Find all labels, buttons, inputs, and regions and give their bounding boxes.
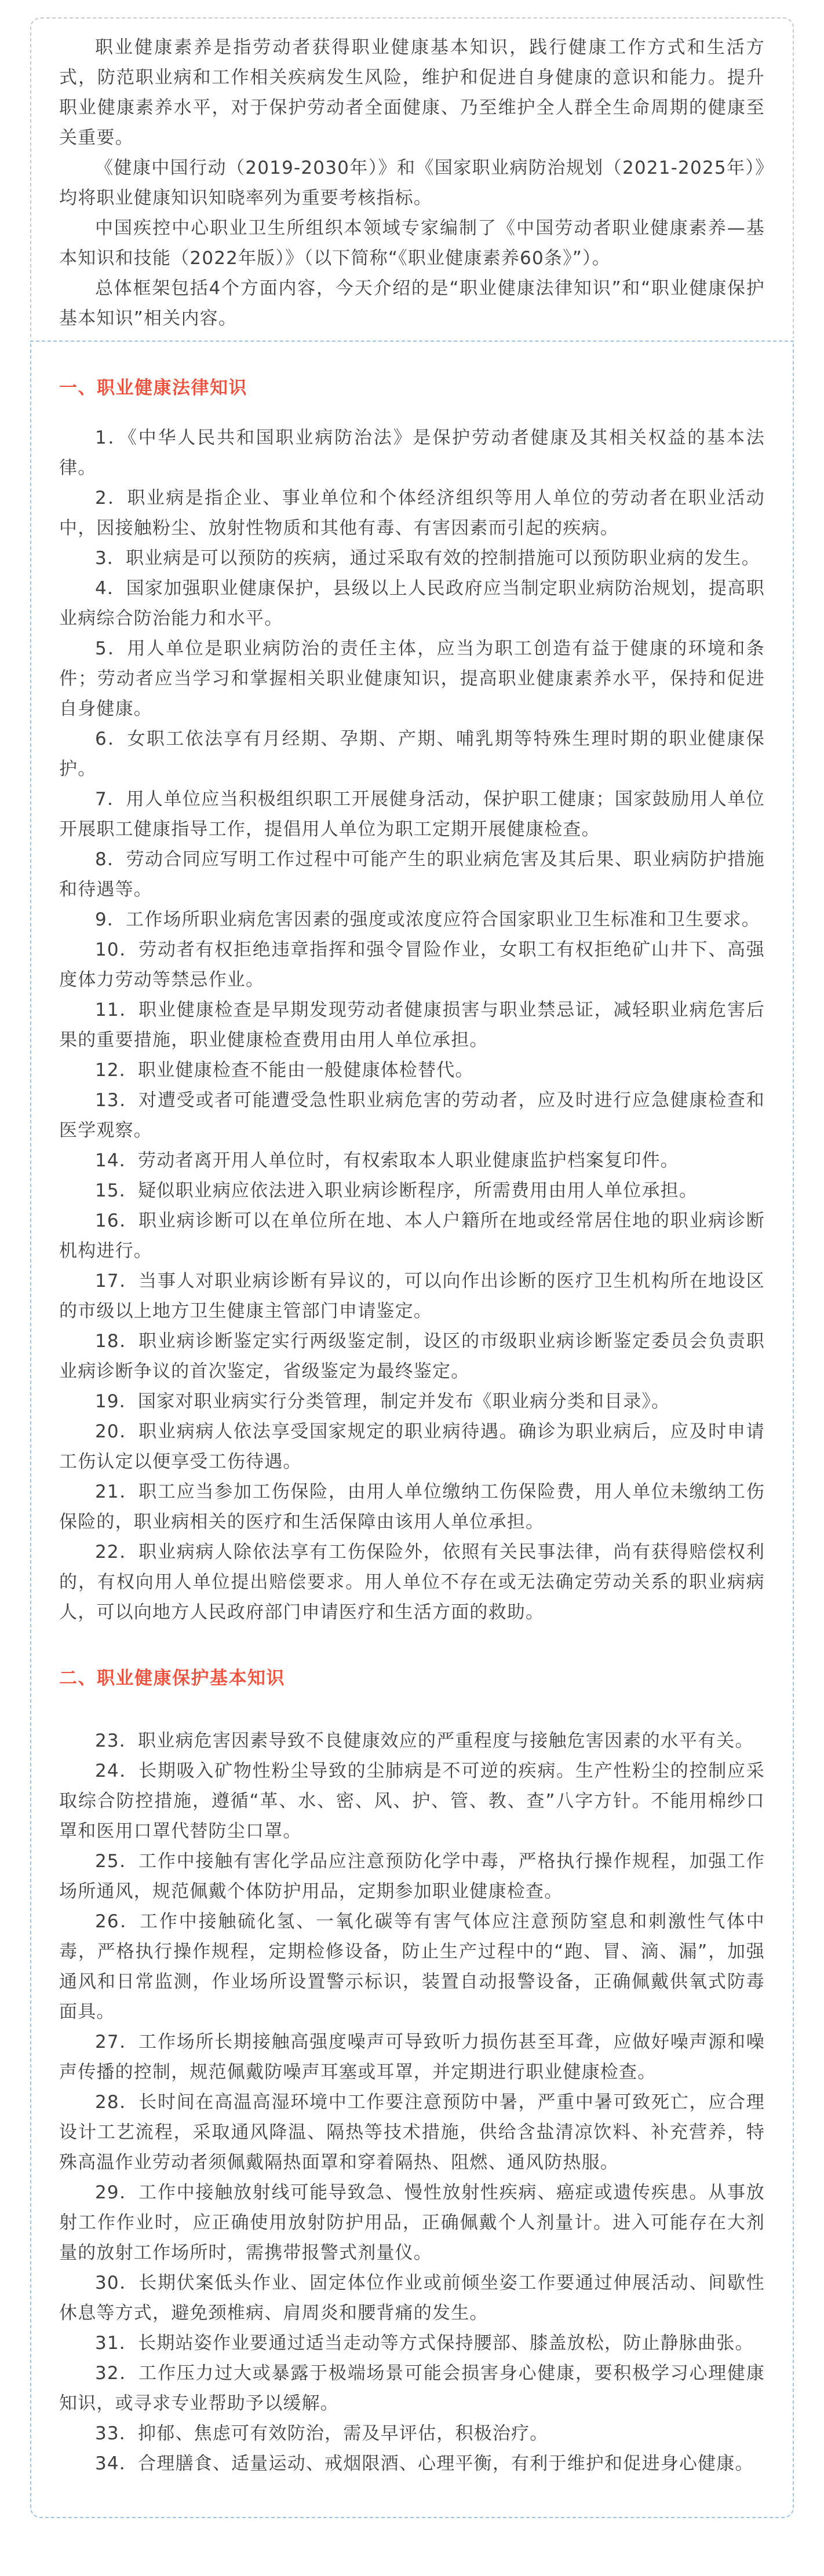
intro-paragraph: 中国疾控中心职业卫生所组织本领域专家编制了《中国劳动者职业健康素养—基本知识和技能（2022年版）》（以下简称“《职业健康素养60条》”）。 — [59, 218, 765, 269]
list-item: 16．职业病诊断可以在单位所在地、本人户籍所在地或经常居住地的职业病诊断机构进行。 — [59, 1210, 765, 1261]
list-item: 10．劳动者有权拒绝违章指挥和强令冒险作业，女职工有权拒绝矿山井下、高强度体力劳动等禁忌作业。 — [59, 939, 765, 990]
list-item: 21．职工应当参加工伤保险，由用人单位缴纳工伤保险费，用人单位未缴纳工伤保险的，职业病相关的医疗和生活保障由该用人单位承担。 — [59, 1481, 765, 1532]
list-item: 3．职业病是可以预防的疾病，通过采取有效的控制措施可以预防职业病的发生。 — [95, 548, 760, 569]
list-item: 1．《中华人民共和国职业病防治法》是保护劳动者健康及其相关权益的基本法律。 — [59, 427, 765, 478]
section-title-protection: 二、职业健康保护基本知识 — [59, 1668, 285, 1689]
list-item: 14．劳动者离开用人单位时，有权索取本人职业健康监护档案复印件。 — [95, 1150, 679, 1171]
list-item: 30．长期伏案低头作业、固定体位作业或前倾坐姿工作要通过伸展活动、间歇性休息等方式，避免颈椎病、肩周炎和腰背痛的发生。 — [59, 2273, 765, 2323]
legal-knowledge-list — [59, 423, 765, 1627]
list-item: 22．职业病病人除依法享有工伤保险外，依照有关民事法律，尚有获得赔偿权利的，有权向用人单位提出赔偿要求。用人单位不存在或无法确定劳动关系的职业病病人，可以向地方人民政府部门申请医疗和生活方面的救助。 — [59, 1542, 765, 1623]
list-item: 23．职业病危害因素导致不良健康效应的严重程度与接触危害因素的水平有关。 — [95, 1730, 754, 1751]
list-item: 2．职业病是指企业、事业单位和个体经济组织等用人单位的劳动者在职业活动中，因接触粉尘、放射性物质和其他有毒、有害因素而引起的疾病。 — [59, 488, 765, 539]
protection-knowledge-list — [59, 1726, 765, 2479]
list-item: 27．工作场所长期接触高强度噪声可导致听力损伤甚至耳聋，应做好噪声源和噪声传播的控制，规范佩戴防噪声耳塞或耳罩，并定期进行职业健康检查。 — [59, 2032, 765, 2083]
list-item: 28．长时间在高温高湿环境中工作要注意预防中暑，严重中暑可致死亡，应合理设计工艺流程，采取通风降温、隔热等技术措施，供给含盐清凉饮料、补充营养，特殊高温作业劳动者须佩戴隔热面罩和穿着隔热、阻燃、通风防热服。 — [59, 2092, 765, 2173]
list-item: 7．用人单位应当积极组织职工开展健身活动，保护职工健康；国家鼓励用人单位开展职工健康指导工作，提倡用人单位为职工定期开展健康检查。 — [59, 789, 765, 840]
list-item: 12．职业健康检查不能由一般健康体检替代。 — [95, 1060, 474, 1081]
list-item: 15．疑似职业病应依法进入职业病诊断程序，所需费用由用人单位承担。 — [95, 1180, 698, 1201]
intro-paragraph: 《健康中国行动（2019-2030年）》和《国家职业病防治规划（2021-2025年）》均将职业健康知识知晓率列为重要考核指标。 — [59, 158, 765, 208]
list-item: 4．国家加强职业健康保护，县级以上人民政府应当制定职业病防治规划，提高职业病综合防治能力和水平。 — [59, 578, 765, 629]
list-item: 33．抑郁、焦虑可有效防治，需及早评估，积极治疗。 — [95, 2423, 549, 2444]
content-card — [30, 341, 794, 2518]
section-title-legal: 一、职业健康法律知识 — [59, 378, 247, 398]
list-item: 17．当事人对职业病诊断有异议的，可以向作出诊断的医疗卫生机构所在地设区的市级以上地方卫生健康主管部门申请鉴定。 — [59, 1271, 765, 1322]
intro-card — [30, 17, 794, 338]
list-item: 6．女职工依法享有月经期、孕期、产期、哺乳期等特殊生理时期的职业健康保护。 — [59, 729, 765, 780]
intro-paragraph: 职业健康素养是指劳动者获得职业健康基本知识，践行健康工作方式和生活方式，防范职业病和工作相关疾病发生风险，维护和促进自身健康的意识和能力。提升职业健康素养水平，对于保护劳动者全面健康、乃至维护全人群全生命周期的健康至关重要。 — [59, 37, 765, 148]
list-item: 19．国家对职业病实行分类管理，制定并发布《职业病分类和目录》。 — [95, 1391, 670, 1412]
list-item: 25．工作中接触有害化学品应注意预防化学中毒，严格执行操作规程，加强工作场所通风，规范佩戴个体防护用品，定期参加职业健康检查。 — [59, 1851, 765, 1902]
list-item: 13．对遭受或者可能遭受急性职业病危害的劳动者，应及时进行应急健康检查和医学观察。 — [59, 1090, 765, 1141]
list-item: 34．合理膳食、适量运动、戒烟限酒、心理平衡，有利于维护和促进身心健康。 — [95, 2453, 754, 2474]
list-item: 31．长期站姿作业要通过适当走动等方式保持腰部、膝盖放松，防止静脉曲张。 — [95, 2333, 754, 2354]
list-item: 20．职业病病人依法享受国家规定的职业病待遇。确诊为职业病后，应及时申请工伤认定以便享受工伤待遇。 — [59, 1421, 765, 1472]
list-item: 9．工作场所职业病危害因素的强度或浓度应符合国家职业卫生标准和卫生要求。 — [95, 909, 760, 930]
list-item: 18．职业病诊断鉴定实行两级鉴定制，设区的市级职业病诊断鉴定委员会负责职业病诊断争议的首次鉴定，省级鉴定为最终鉴定。 — [59, 1331, 765, 1382]
list-item: 5．用人单位是职业病防治的责任主体，应当为职工创造有益于健康的环境和条件；劳动者应当学习和掌握相关职业健康知识，提高职业健康素养水平，保持和促进自身健康。 — [59, 638, 765, 719]
intro-paragraph: 总体框架包括4个方面内容，今天介绍的是“职业健康法律知识”和“职业健康保护基本知识”相关内容。 — [59, 278, 765, 329]
list-item: 32．工作压力过大或暴露于极端场景可能会损害身心健康，要积极学习心理健康知识，或寻求专业帮助予以缓解。 — [59, 2363, 765, 2414]
list-item: 8．劳动合同应写明工作过程中可能产生的职业病危害及其后果、职业病防护措施和待遇等。 — [59, 849, 765, 900]
list-item: 26．工作中接触硫化氢、一氧化碳等有害气体应注意预防窒息和刺激性气体中毒，严格执行操作规程，定期检修设备，防止生产过程中的“跑、冒、滴、漏”，加强通风和日常监测，作业场所设置警示标识，装置自动报警设备，正确佩戴供氧式防毒面具。 — [59, 1911, 765, 2022]
list-item: 24．长期吸入矿物性粉尘导致的尘肺病是不可逆的疾病。生产性粉尘的控制应采取综合防控措施，遵循“革、水、密、风、护、管、教、查”八字方针。不能用棉纱口罩和医用口罩代替防尘口罩。 — [59, 1761, 765, 1842]
list-item: 11．职业健康检查是早期发现劳动者健康损害与职业禁忌证，减轻职业病危害后果的重要措施，职业健康检查费用由用人单位承担。 — [59, 1000, 765, 1051]
list-item: 29．工作中接触放射线可能导致急、慢性放射性疾病、癌症或遗传疾患。从事放射工作作业时，应正确使用放射防护用品，正确佩戴个人剂量计。进入可能存在大剂量的放射工作场所时，需携带报警式剂量仪。 — [59, 2182, 765, 2263]
